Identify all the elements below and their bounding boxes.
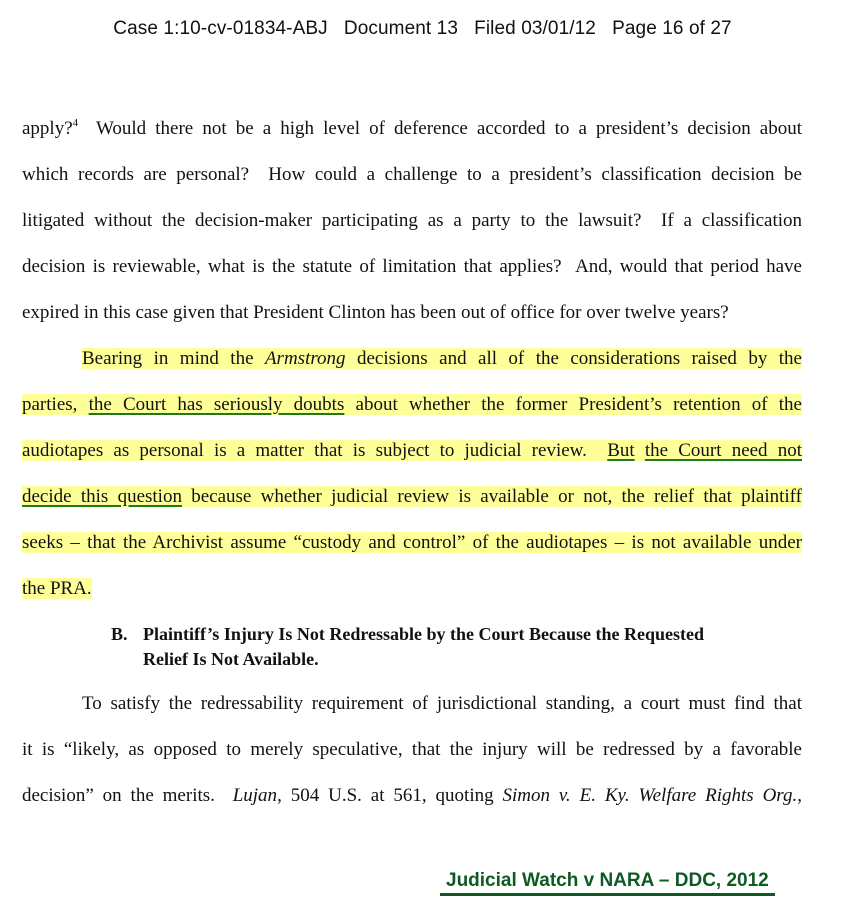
text-span: litigated without the decision-maker participating as a party to the lawsuit? If a classification — [22, 210, 802, 231]
paragraph-2-line-4 — [22, 485, 802, 509]
case-header: Case 1:10-cv-01834-ABJ Document 13 Filed 03/01/12 Page 16 of 27 — [113, 18, 732, 39]
paragraph-1-line-3 — [22, 209, 802, 233]
underlined-text: decide this question — [22, 486, 182, 507]
underlined-text: the Court need not — [644, 440, 803, 461]
paragraph-1-line-5 — [22, 301, 802, 325]
footnote-marker[interactable]: 4 — [72, 117, 79, 129]
case-name: Lujan — [232, 785, 278, 806]
paragraph-2-line-3 — [22, 439, 802, 463]
text-span: apply? — [22, 118, 73, 139]
text-span: parties, — [22, 394, 89, 415]
paragraph-3-line-1 — [22, 692, 802, 716]
highlighted-text — [82, 348, 802, 369]
text-span: , — [797, 785, 802, 806]
text-span: about whether the former President’s retention of the — [344, 394, 802, 415]
text-span: audiotapes as personal is a matter that is subject to judicial review. — [22, 440, 608, 461]
text-span: because whether judicial review is available or not, the relief that plaintiff — [181, 486, 802, 507]
heading-line-2: Relief Is Not Available. — [143, 649, 319, 669]
paragraph-1-line-2 — [22, 163, 802, 187]
text-span: it is “likely, as opposed to merely speculative, that the injury will be redressed by a favorable — [22, 739, 802, 760]
highlighted-text — [22, 486, 802, 507]
text-span: decision” on the merits. — [22, 785, 233, 806]
paragraph-2-line-2 — [22, 393, 802, 417]
paragraph-1-line-1 — [22, 117, 802, 141]
highlighted-text — [22, 440, 802, 461]
paragraph-3-line-3 — [22, 784, 802, 808]
text-span: , 504 U.S. at 561, quoting — [277, 785, 503, 806]
text-span: which records are personal? How could a challenge to a president’s classification decision be — [22, 164, 802, 185]
case-name: Simon v. E. Ky. Welfare Rights Org. — [502, 785, 798, 806]
case-name: Armstrong — [264, 348, 346, 369]
highlighted-text: seeks – that the Archivist assume “custody and control” of the audiotapes – is not available under — [22, 532, 802, 553]
text-span: To satisfy the redressability requirement of jurisdictional standing, a court must find that — [82, 693, 802, 714]
heading-label: B. — [111, 624, 128, 644]
highlighted-text: the PRA. — [22, 578, 92, 599]
text-span: decision is reviewable, what is the statute of limitation that applies? And, would that period have — [22, 256, 802, 277]
text-span — [635, 440, 645, 461]
paragraph-2-line-5 — [22, 531, 802, 555]
paragraph-2-line-1 — [22, 347, 802, 371]
paragraph-3-line-2 — [22, 738, 802, 762]
paragraph-2-line-6 — [22, 577, 802, 601]
highlighted-text — [22, 394, 802, 415]
text-span: expired in this case given that President Clinton has been out of office for over twelve years? — [22, 302, 729, 323]
paragraph-1-line-4 — [22, 255, 802, 279]
footer-caption: Judicial Watch v NARA – DDC, 2012 — [440, 870, 775, 896]
underlined-text: the Court has seriously doubts — [88, 394, 345, 415]
text-span: Bearing in mind the — [82, 348, 265, 369]
heading-line-1: Plaintiff’s Injury Is Not Redressable by the Court Because the Requested — [143, 624, 704, 644]
underlined-text: But — [607, 440, 635, 461]
text-span: decisions and all of the considerations raised by the — [345, 348, 802, 369]
text-span: Would there not be a high level of deference accorded to a president’s decision about — [78, 118, 802, 139]
